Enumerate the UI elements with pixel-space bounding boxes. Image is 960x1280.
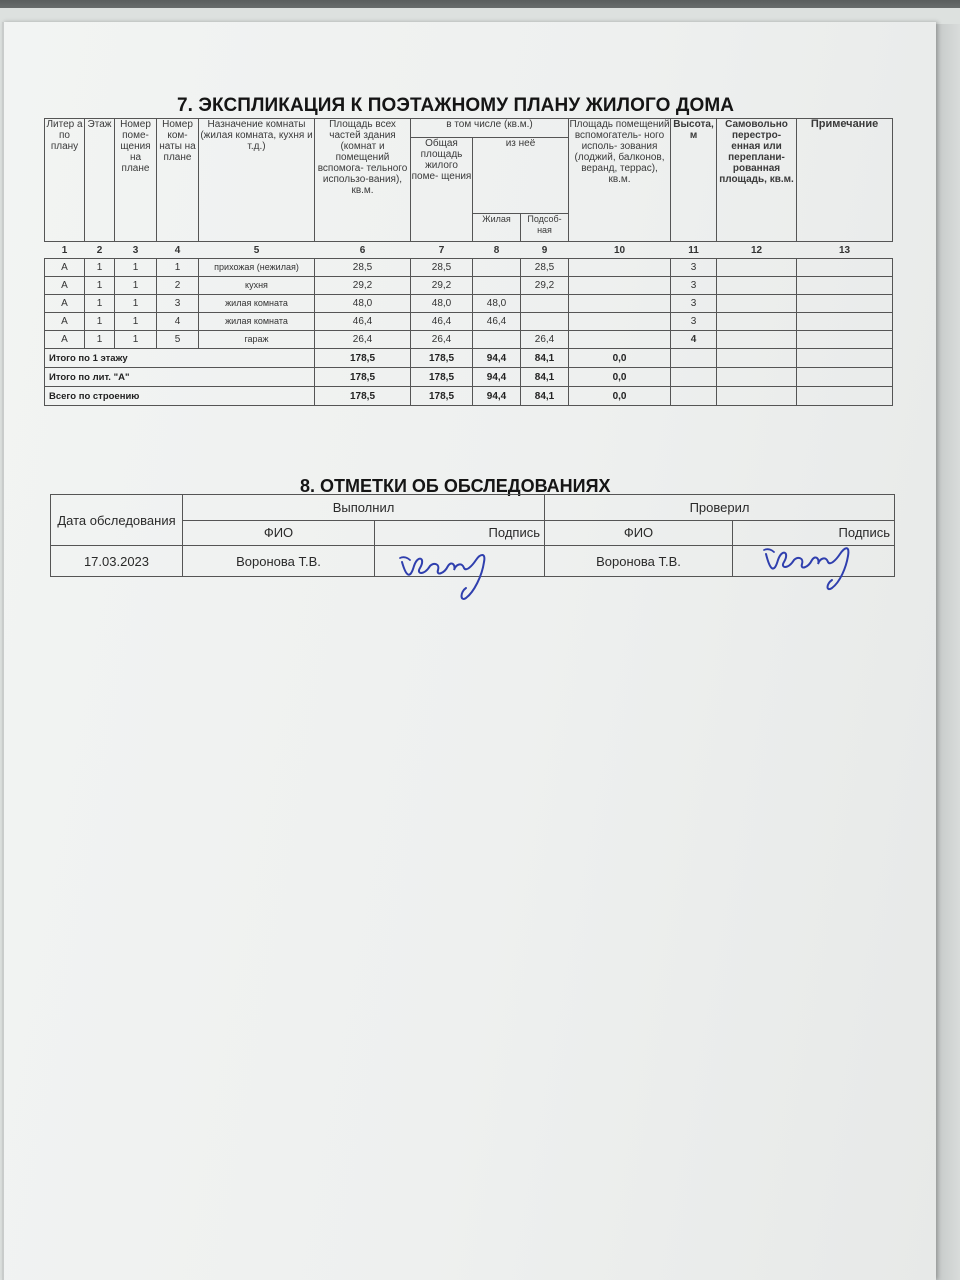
aux-use-area-cell bbox=[569, 259, 671, 277]
living-area-cell: 94,4 bbox=[473, 349, 521, 368]
column-number: 3 bbox=[115, 242, 157, 259]
purpose-cell: гараж bbox=[199, 331, 315, 349]
header-total-area: Площадь всех частей здания (комнат и помещений вспомога- тельного использо-вания), кв.м. bbox=[315, 119, 411, 242]
column-number: 12 bbox=[717, 242, 797, 259]
empty-cell bbox=[717, 387, 797, 406]
table-row bbox=[45, 313, 893, 331]
header-note: Примечание bbox=[797, 119, 893, 242]
checker-name-cell: Воронова Т.В. bbox=[545, 546, 733, 577]
header-checker-signature: Подпись bbox=[733, 520, 895, 546]
header-remodeled-area: Самовольно перестро- енная или переплани- рованная площадь, кв.м. bbox=[717, 119, 797, 242]
living-area-cell bbox=[473, 277, 521, 295]
living-area-cell: 94,4 bbox=[473, 368, 521, 387]
inspection-date-cell: 17.03.2023 bbox=[51, 546, 183, 577]
table-row bbox=[45, 259, 893, 277]
litera-cell: А bbox=[45, 277, 85, 295]
aux-use-area-cell: 0,0 bbox=[569, 368, 671, 387]
total-area-cell: 178,5 bbox=[315, 349, 411, 368]
living-area-cell bbox=[473, 259, 521, 277]
floor-cell: 1 bbox=[85, 313, 115, 331]
living-area-cell: 94,4 bbox=[473, 387, 521, 406]
empty-cell bbox=[671, 387, 717, 406]
remodel-cell bbox=[717, 277, 797, 295]
premise-cell: 1 bbox=[115, 295, 157, 313]
table-row bbox=[51, 546, 895, 577]
section-7-title: 7. ЭКСПЛИКАЦИЯ К ПОЭТАЖНОМУ ПЛАНУ ЖИЛОГО ДОМА bbox=[177, 95, 735, 116]
empty-cell bbox=[717, 349, 797, 368]
height-cell: 3 bbox=[671, 277, 717, 295]
header-aux-use-area: Площадь помещений вспомогатель- ного исполь- зования (лоджий, балконов, веранд, террас), кв.м. bbox=[569, 119, 671, 242]
total-area-cell: 28,5 bbox=[315, 259, 411, 277]
room-number-cell: 3 bbox=[157, 295, 199, 313]
litera-cell: А bbox=[45, 259, 85, 277]
inspection-header-row-1 bbox=[51, 495, 895, 521]
height-cell: 4 bbox=[671, 331, 717, 349]
header-premise-number: Номер поме- щения на плане bbox=[115, 119, 157, 242]
empty-cell bbox=[671, 349, 717, 368]
total-area-cell: 29,2 bbox=[315, 277, 411, 295]
page-edge bbox=[934, 24, 960, 1280]
total-area-cell: 26,4 bbox=[315, 331, 411, 349]
remodel-cell bbox=[717, 295, 797, 313]
total-label: Итого по лит. "А" bbox=[45, 368, 315, 387]
floor-cell: 1 bbox=[85, 277, 115, 295]
column-number: 11 bbox=[671, 242, 717, 259]
purpose-cell: кухня bbox=[199, 277, 315, 295]
empty-cell bbox=[797, 387, 893, 406]
header-auxiliary: Подсоб- ная bbox=[521, 214, 569, 242]
aux-area-cell: 26,4 bbox=[521, 331, 569, 349]
aux-use-area-cell bbox=[569, 295, 671, 313]
table-row bbox=[45, 331, 893, 349]
aux-area-cell bbox=[521, 313, 569, 331]
column-number: 13 bbox=[797, 242, 893, 259]
height-cell: 3 bbox=[671, 295, 717, 313]
section-8-title: 8. ОТМЕТКИ ОБ ОБСЛЕДОВАНИЯХ bbox=[300, 476, 611, 496]
aux-area-cell: 29,2 bbox=[521, 277, 569, 295]
general-area-cell: 28,5 bbox=[411, 259, 473, 277]
general-area-cell: 26,4 bbox=[411, 331, 473, 349]
remodel-cell bbox=[717, 259, 797, 277]
general-area-cell: 29,2 bbox=[411, 277, 473, 295]
header-room-number: Номер ком- наты на плане bbox=[157, 119, 199, 242]
purpose-cell: жилая комната bbox=[199, 295, 315, 313]
table-row bbox=[45, 277, 893, 295]
litera-cell: А bbox=[45, 295, 85, 313]
header-inspection-date: Дата обследования bbox=[51, 495, 183, 546]
column-number: 4 bbox=[157, 242, 199, 259]
room-number-cell: 1 bbox=[157, 259, 199, 277]
note-cell bbox=[797, 277, 893, 295]
height-cell: 3 bbox=[671, 259, 717, 277]
remodel-cell bbox=[717, 313, 797, 331]
total-row-floor bbox=[45, 349, 893, 368]
header-performed-by: Выполнил bbox=[183, 495, 545, 521]
total-area-cell: 46,4 bbox=[315, 313, 411, 331]
room-number-cell: 5 bbox=[157, 331, 199, 349]
header-living: Жилая bbox=[473, 214, 521, 242]
table-row bbox=[45, 295, 893, 313]
premise-cell: 1 bbox=[115, 277, 157, 295]
remodel-cell bbox=[717, 331, 797, 349]
aux-use-area-cell: 0,0 bbox=[569, 349, 671, 368]
premise-cell: 1 bbox=[115, 331, 157, 349]
aux-use-area-cell bbox=[569, 277, 671, 295]
aux-use-area-cell: 0,0 bbox=[569, 387, 671, 406]
litera-cell: А bbox=[45, 313, 85, 331]
total-row-building bbox=[45, 387, 893, 406]
general-area-cell: 48,0 bbox=[411, 295, 473, 313]
general-area-cell: 46,4 bbox=[411, 313, 473, 331]
column-number: 6 bbox=[315, 242, 411, 259]
header-general-living-area: Общая площадь жилого поме- щения bbox=[411, 138, 473, 242]
header-row-1 bbox=[45, 119, 893, 138]
total-row-litera bbox=[45, 368, 893, 387]
empty-cell bbox=[717, 368, 797, 387]
header-checked-by: Проверил bbox=[545, 495, 895, 521]
checker-signature-cell bbox=[733, 546, 895, 577]
column-number: 8 bbox=[473, 242, 521, 259]
general-area-cell: 178,5 bbox=[411, 368, 473, 387]
inspections-table bbox=[50, 494, 895, 577]
premise-cell: 1 bbox=[115, 313, 157, 331]
purpose-cell: жилая комната bbox=[199, 313, 315, 331]
living-area-cell bbox=[473, 331, 521, 349]
total-area-cell: 178,5 bbox=[315, 387, 411, 406]
header-room-purpose: Назначение комнаты (жилая комната, кухня и т.д.) bbox=[199, 119, 315, 242]
aux-area-cell: 84,1 bbox=[521, 368, 569, 387]
floor-cell: 1 bbox=[85, 259, 115, 277]
header-floor: Этаж bbox=[85, 119, 115, 242]
performer-name-cell: Воронова Т.В. bbox=[183, 546, 375, 577]
header-of-which: из неё bbox=[473, 138, 569, 214]
empty-cell bbox=[671, 368, 717, 387]
aux-area-cell: 84,1 bbox=[521, 349, 569, 368]
note-cell bbox=[797, 295, 893, 313]
note-cell bbox=[797, 331, 893, 349]
living-area-cell: 48,0 bbox=[473, 295, 521, 313]
aux-area-cell: 84,1 bbox=[521, 387, 569, 406]
floor-cell: 1 bbox=[85, 295, 115, 313]
header-including: в том числе (кв.м.) bbox=[411, 119, 569, 138]
header-performer-name: ФИО bbox=[183, 520, 375, 546]
column-number: 1 bbox=[45, 242, 85, 259]
column-number: 7 bbox=[411, 242, 473, 259]
litera-cell: А bbox=[45, 331, 85, 349]
premise-cell: 1 bbox=[115, 259, 157, 277]
room-number-cell: 2 bbox=[157, 277, 199, 295]
header-litera: Литер а по плану bbox=[45, 119, 85, 242]
explication-table bbox=[44, 118, 893, 406]
total-area-cell: 48,0 bbox=[315, 295, 411, 313]
column-number: 5 bbox=[199, 242, 315, 259]
total-label: Всего по строению bbox=[45, 387, 315, 406]
living-area-cell: 46,4 bbox=[473, 313, 521, 331]
aux-area-cell: 28,5 bbox=[521, 259, 569, 277]
header-performer-signature: Подпись bbox=[375, 520, 545, 546]
floor-cell: 1 bbox=[85, 331, 115, 349]
room-number-cell: 4 bbox=[157, 313, 199, 331]
header-height: Высота, м bbox=[671, 119, 717, 242]
aux-use-area-cell bbox=[569, 313, 671, 331]
total-label: Итого по 1 этажу bbox=[45, 349, 315, 368]
aux-use-area-cell bbox=[569, 331, 671, 349]
column-number: 9 bbox=[521, 242, 569, 259]
header-checker-name: ФИО bbox=[545, 520, 733, 546]
empty-cell bbox=[797, 349, 893, 368]
general-area-cell: 178,5 bbox=[411, 387, 473, 406]
column-number: 2 bbox=[85, 242, 115, 259]
note-cell bbox=[797, 313, 893, 331]
empty-cell bbox=[797, 368, 893, 387]
aux-area-cell bbox=[521, 295, 569, 313]
performer-signature-cell bbox=[375, 546, 545, 577]
height-cell: 3 bbox=[671, 313, 717, 331]
column-numbers-row bbox=[45, 242, 893, 259]
purpose-cell: прихожая (нежилая) bbox=[199, 259, 315, 277]
general-area-cell: 178,5 bbox=[411, 349, 473, 368]
note-cell bbox=[797, 259, 893, 277]
total-area-cell: 178,5 bbox=[315, 368, 411, 387]
column-number: 10 bbox=[569, 242, 671, 259]
